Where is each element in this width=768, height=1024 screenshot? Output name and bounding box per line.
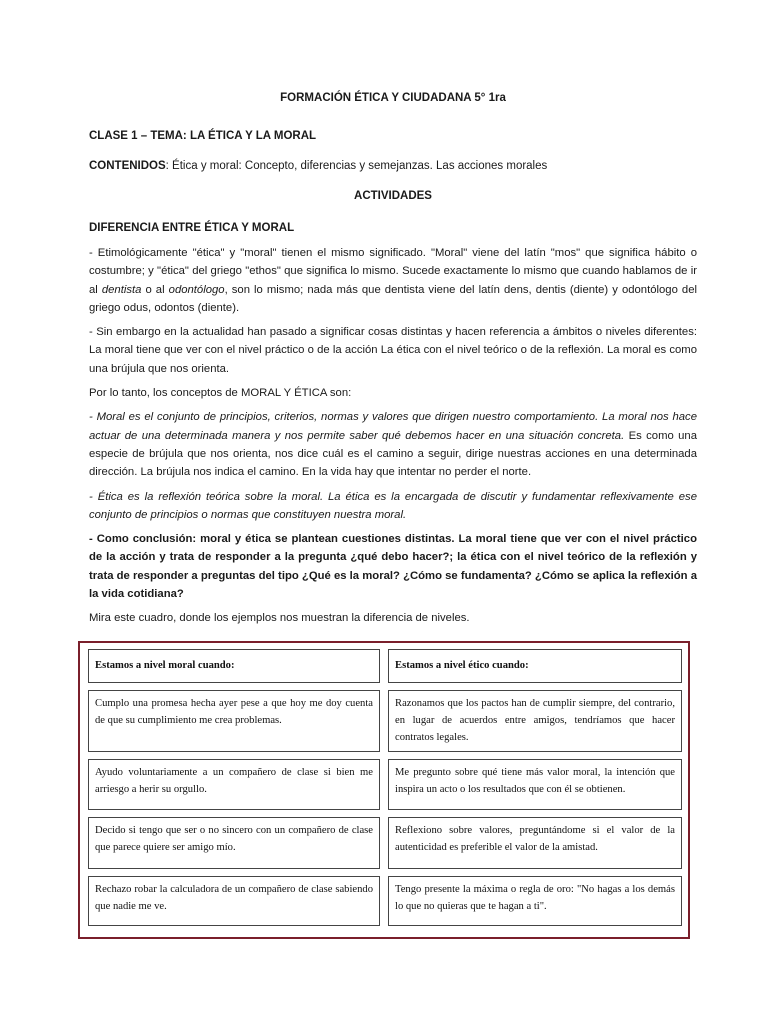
table-cell-moral: Decido si tengo que ser o no sincero con un compañero de clase que parece quiere ser amigo mío. xyxy=(88,817,380,869)
term-dentista: dentista xyxy=(101,283,142,296)
paragraph-difference: - Sin embargo en la actualidad han pasado a significar cosas distintas y hacen referencia a ámbitos o niveles diferentes: La moral tiene que ver con el nivel práctico o de la acción La ética con el nivel teórico o de la reflexión. La moral es como una brújula que nos orienta. xyxy=(89,326,697,375)
activities-heading: ACTIVIDADES xyxy=(354,190,432,202)
paragraph-concepts-intro: Por lo tanto, los conceptos de MORAL Y ÉTICA son: xyxy=(89,387,352,400)
contents-label: CONTENIDOS xyxy=(89,160,166,172)
paragraph-moral-definition xyxy=(89,408,697,481)
paragraph-conclusion xyxy=(89,530,697,603)
table-cell-etico: Me pregunto sobre qué tiene más valor moral, la intención que inspira un acto o los resultados que con él se obtienen. xyxy=(388,759,682,810)
paragraph-etymology-text-a: - Etimológicamente "ética" y "moral" tienen el mismo significado. "Moral" viene del latín "mos" que significa hábito o costumbre; y "ética" del griego "ethos" que significa lo mismo. Sucede exactamente lo mismo que cuando hablamos de ir al xyxy=(89,247,697,296)
table-cell-etico: Razonamos que los pactos han de cumplir siempre, del contrario, en lugar de acuerdos entre amigos, tendríamos que hacer contratos legales. xyxy=(388,690,682,752)
document-title: FORMACIÓN ÉTICA Y CIUDADANA 5° 1ra xyxy=(280,92,506,104)
table-cell-etico: Tengo presente la máxima o regla de oro: "No hagas a los demás lo que no quieras que te hagan a ti". xyxy=(388,876,682,926)
paragraph-ethics-definition xyxy=(89,488,697,525)
comparison-table xyxy=(78,641,690,939)
conclusion-label: - Como conclusión: xyxy=(89,533,201,546)
moral-definition-italic: - Moral es el conjunto de principios, criterios, normas y valores que dirigen nuestro comportamiento. La moral nos hace actuar de una determinada manera y nos permite saber qué debemos hacer en una situación concreta. xyxy=(89,411,697,442)
conclusion-text: moral y ética se plantean cuestiones distintas. La moral tiene que ver con el nivel práctico de la acción y trata de responder a la pregunta ¿qué debo hacer?; la ética con el nivel teórico de la reflexión y trata de responder a preguntas del tipo ¿Qué es la moral? ¿Cómo se fundamenta? ¿Cómo se aplica la reflexión a la vida cotidiana? xyxy=(89,533,697,601)
document-page xyxy=(89,84,697,628)
table-cell-moral: Rechazo robar la calculadora de un compañero de clase sabiendo que nadie me ve. xyxy=(88,876,380,926)
table-cell-etico: Reflexiono sobre valores, preguntándome si el valor de la autenticidad es preferible el valor de la amistad. xyxy=(388,817,682,869)
paragraph-table-intro: Mira este cuadro, donde los ejemplos nos muestran la diferencia de niveles. xyxy=(89,612,470,625)
contents-text: : Ética y moral: Concepto, diferencias y semejanzas. Las acciones morales xyxy=(165,160,548,172)
moral-definition-rest: Es como una especie de brújula que nos orienta, nos dice cuál es el camino a seguir, dirige nuestras acciones en una determinada dirección. La brújula nos indica el camino. En la vida hay que intentar no perder el norte. xyxy=(89,429,697,479)
paragraph-etymology xyxy=(89,244,697,317)
term-odontologo: odontólogo xyxy=(168,283,225,296)
paragraph-etymology-text-b: o al xyxy=(141,283,169,296)
ethics-definition-italic: - Ética es la reflexión teórica sobre la moral. La ética es la encargada de discutir y fundamentar reflexivamente ese conjunto de principios o normas que constituyen nuestra moral. xyxy=(89,490,697,521)
contents-line xyxy=(89,160,697,176)
comparison-grid xyxy=(84,649,684,926)
section-heading: DIFERENCIA ENTRE ÉTICA Y MORAL xyxy=(89,222,295,234)
paragraph-etymology-text-c: , son lo mismo; nada más que dentista viene del latín dens, dentis (diente) y odontólogo del griego odus, odontos (diente). xyxy=(89,283,697,314)
table-header-moral: Estamos a nivel moral cuando: xyxy=(88,649,380,683)
table-cell-moral: Ayudo voluntariamente a un compañero de clase si bien me arriesgo a herir su orgullo. xyxy=(88,759,380,810)
table-cell-moral: Cumplo una promesa hecha ayer pese a que hoy me doy cuenta de que su cumplimiento me crea problemas. xyxy=(88,690,380,752)
table-header-etico: Estamos a nivel ético cuando: xyxy=(388,649,682,683)
class-topic-heading: CLASE 1 – TEMA: LA ÉTICA Y LA MORAL xyxy=(89,130,317,142)
